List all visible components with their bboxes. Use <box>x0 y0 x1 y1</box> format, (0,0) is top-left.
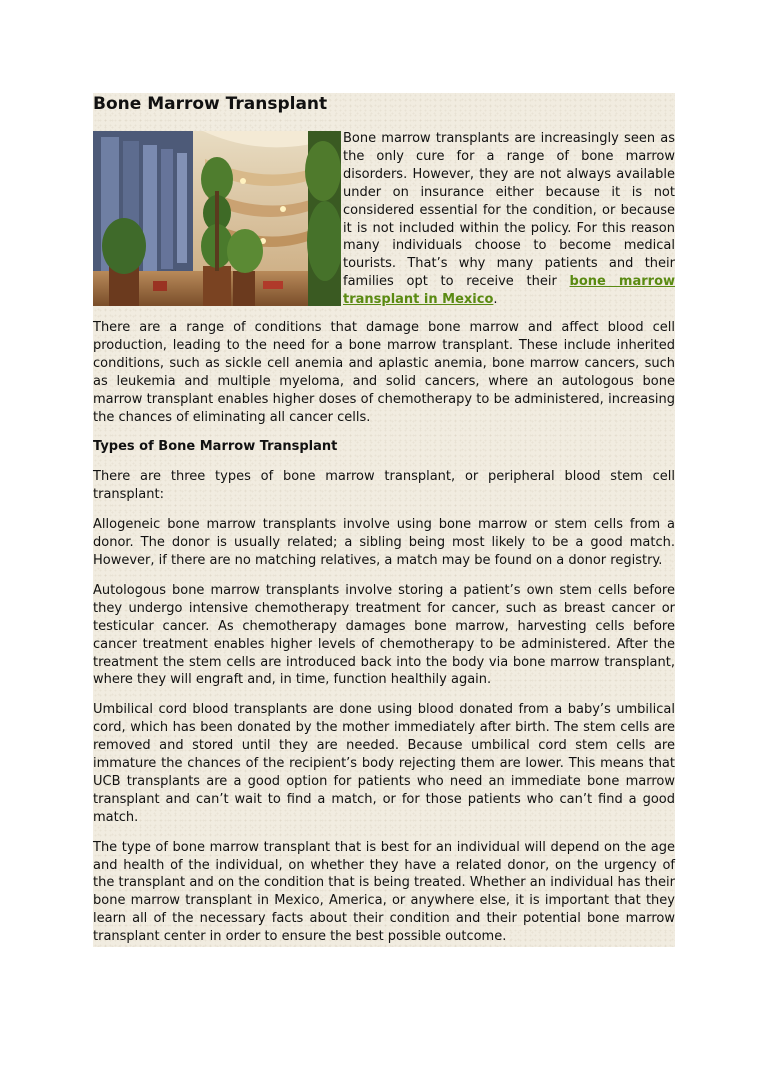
hospital-atrium-image <box>93 131 341 306</box>
paragraph-conditions: There are a range of conditions that damage bone marrow and affect blood cell production, leading to the need for a bone marrow transplant. These include inherited conditions, such as sickle cell anemia and aplastic anemia, bone marrow cancers, such as leukemia and multiple myeloma, and solid cancers, where an autologous bone marrow transplant enables higher doses of chemotherapy to be administered, increasing the chances of eliminating all cancer cells. <box>93 320 675 425</box>
paragraph-types: There are three types of bone marrow transplant, or peripheral blood stem cell transplant: <box>93 469 675 503</box>
intro-text: Bone marrow transplants are increasingly seen as the only cure for a range of bone marrow disorders. However, they are not always available under on insurance either because it is not considered essential for the condition, or because it is not included within the policy. For this reason many individuals choose to become medical tourists. That’s why many patients and their families opt to receive their <box>343 131 675 290</box>
document-body <box>93 319 675 958</box>
document-title: Bone Marrow Transplant <box>93 94 328 114</box>
intro-paragraph <box>343 130 675 309</box>
paragraph-autologous: Autologous bone marrow transplants involve storing a patient’s own stem cells before they undergo intensive chemotherapy treatment for cancer, such as breast cancer or testicular cancer. As chemotherapy damages bone marrow, harvesting cells before cancer treatment enables higher levels of chemotherapy to be administered. After the treatment the stem cells are introduced back into the body via bone marrow transplant, where they will engraft and, in time, function healthily again. <box>93 582 675 688</box>
paragraph-conclusion: The type of bone marrow transplant that is best for an individual will depend on the age and health of the individual, on whether they have a related donor, on the urgency of the transplant and on the condition that is being treated. Whether an individual has their bone marrow transplant in Mexico, America, or anywhere else, it is important that they learn all of the necessary facts about their condition and their potential bone marrow transplant center in order to ensure the best possible outcome. <box>93 839 675 945</box>
paragraph-allogeneic: Allogeneic bone marrow transplants involve using bone marrow or stem cells from a donor. The donor is usually related; a sibling being most likely to be a good match. However, if there are no matching relatives, a match may be found on a donor registry. <box>93 517 675 568</box>
intro-end: . <box>493 292 498 308</box>
section-heading-types: Types of Bone Marrow Transplant <box>93 439 338 455</box>
paragraph-umbilical: Umbilical cord blood transplants are done using blood donated from a baby’s umbilical cord, which has been donated by the mother immediately after birth. The stem cells are removed and stored until they are needed. Because umbilical cord stem cells are immature the chances of the recipient’s body rejecting them are lower. This means that UCB transplants are a good option for patients who need an immediate bone marrow transplant and can’t wait to find a match, or for those patients who can’t find a good match. <box>93 702 675 825</box>
bone-marrow-transplant-mexico-link[interactable]: bone marrow transplant in Mexico <box>343 274 676 308</box>
document-page <box>93 93 675 947</box>
